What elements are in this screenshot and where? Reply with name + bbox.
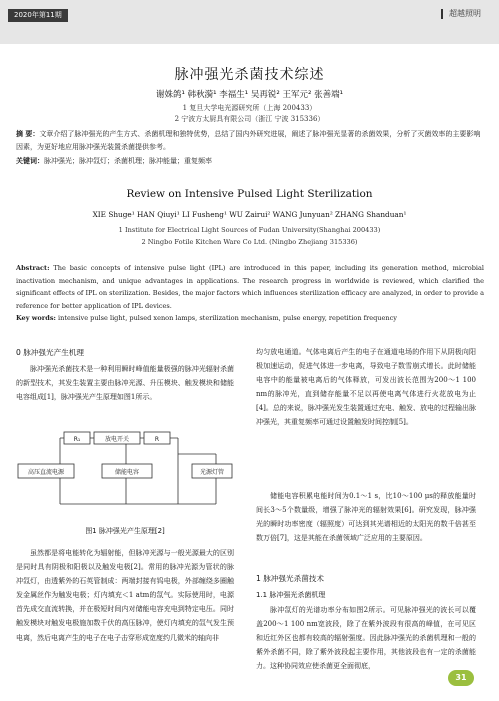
label-lamp: 光源灯管 bbox=[199, 469, 225, 476]
circuit-diagram bbox=[16, 424, 234, 516]
label-hv-supply: 高压直流电源 bbox=[27, 469, 65, 476]
abstract-label-cn: 摘 要： bbox=[16, 130, 40, 138]
affiliation-1-cn: 1 复旦大学电光源研究所（上海 200433） bbox=[182, 104, 317, 112]
keywords-label-en: Key words: bbox=[16, 314, 56, 323]
paragraph-text: 脉冲氙灯的光谱功率分布如图2所示。可见脉冲强光的波长可以覆盖200～1 100 nm宽波段，除了在紫外波段有很高的峰值，在可见区和近红外区也都有较高的辐射强度。因此脉冲强光的杀菌机理和一般的紫外杀菌不同，除了紫外波段起主要作用，其他波段也有一定的杀菌能力。这种协同效应使杀菌更全面彻底， bbox=[256, 606, 476, 671]
affiliation-1-en: 1 Institute for Electrical Light Sources of Fudan University(Shanghai 200433) bbox=[118, 226, 381, 234]
keywords-text-cn: 脉冲强光；脉冲氙灯；杀菌机理；脉冲能量；重复频率 bbox=[44, 157, 212, 165]
paragraph-text: 虽然都是将电能转化为辐射能，但脉冲光源与一般光源最大的区别是同时具有阴极和阳极以及触发电极[2]。常用的脉冲光源为管状的脉冲氙灯，由透紫外的石英管制成：两端封接有钨电极，外部缠绕多圈触发金属丝作为触发电极；灯内填充＜1 atm的氙气。实际使用时，电源首先成交直流转换，并在极短时间内对储能电容充电到特定电压。同时触发模块对触发电极施加数千伏的高压脉冲，使灯内填充的氙气发生预电离，然后电离产生的电子在电子击穿形成宽度约几微米的轴向非 bbox=[16, 549, 234, 642]
abstract-cn bbox=[16, 128, 484, 154]
right-paragraph-3 bbox=[256, 603, 476, 673]
keywords-text-en: intensive pulse light, pulsed xenon lamps, sterilization mechanism, pulse energy, repetition frequency bbox=[58, 314, 397, 323]
article-title-cn: 脉冲强光杀菌技术综述 bbox=[174, 67, 325, 83]
affiliation-2-cn: 2 宁波方太厨具有限公司（浙江 宁波 315336） bbox=[174, 115, 325, 123]
authors-cn: 谢姝鸽¹ 韩秋漪¹ 李福生¹ 吴再锐² 王军元² 张善端¹ bbox=[156, 90, 343, 100]
column-name: 超越照明 bbox=[441, 9, 481, 19]
authors-en: XIE Shuge¹ HAN Qiuyi¹ LI Fusheng¹ WU Zairui² WANG Junyuan² ZHANG Shanduan¹ bbox=[92, 210, 407, 219]
page-number: 31 bbox=[448, 670, 474, 686]
right-paragraph-2 bbox=[256, 489, 476, 545]
paragraph-text: 均匀放电通道。气体电离后产生的电子在通道电场的作用下从阴极向阳极加速运动，促进气体进一步电离，导致电子数雪崩式增长。此时储能电容中的能量被电离后的气体释放，可发出波长范围为200～1 100 nm的脉冲光，直到储存能量不足以再使电离气体进行火花放电为止[4]。总的来说，脉冲强光发生装置通过充电、触发、放电的过程输出脉冲强光，其重复频率可通过设置触发时间控制[5]。 bbox=[256, 348, 476, 427]
issue-label: 2020年第11期 bbox=[8, 9, 68, 22]
left-paragraph-1 bbox=[16, 362, 234, 404]
affiliation-2-en: 2 Ningbo Fotile Kitchen Ware Co Ltd. (Ningbo Zhejiang 315336) bbox=[141, 238, 358, 246]
section-1-1-heading: 1.1 脉冲强光杀菌机理 bbox=[256, 591, 326, 599]
abstract-text-en: The basic concepts of intensive pulse light (IPL) are introduced in this paper, including its generation method, microbial inactivation mechanism, and unique advantages in applications. The research progress in worldwide is reviewed, which clarified the significant effects of IPL on sterilization. Besides, the major factors which influences sterilization efficacy are analyzed, in order to provide a reference for better application of IPL devices. bbox=[16, 264, 484, 310]
section-0-heading: 0 脉冲强光产生机理 bbox=[16, 348, 84, 357]
abstract-en bbox=[16, 262, 484, 325]
article-title-en: Review on Intensive Pulsed Light Sterilization bbox=[126, 188, 373, 200]
figure-1 bbox=[16, 424, 234, 516]
paragraph-text: 储能电容积累电能时间为0.1～1 s，比10～100 μs的释放能量时间长3～5个数量级，增强了脉冲光的辐射效果[6]。研究发现，脉冲强光的瞬时功率密度（辐照度）可达到其光谱相近的太阳光的数千倍甚至数万倍[7]，这是其能在杀菌领域广泛应用的主要原因。 bbox=[256, 492, 476, 543]
abstract-label-en: Abstract: bbox=[16, 264, 50, 272]
keywords-cn bbox=[16, 155, 484, 168]
left-paragraph-2 bbox=[16, 546, 234, 645]
section-1-heading: 1 脉冲强光杀菌技术 bbox=[256, 574, 324, 583]
paragraph-text: 脉冲强光杀菌技术是一种利用瞬时峰值能量极强的脉冲光辐射杀菌的新型技术，其发生装置主要由脉冲光源、升压模块、触发模块和储能电容组成[1]，脉冲强光产生原理如图1所示。 bbox=[16, 365, 234, 402]
header-band bbox=[0, 0, 499, 44]
abstract-text-cn: 文章介绍了脉冲强光的产生方式、杀菌机理和独特优势，总结了国内外研究进展，阐述了脉冲强光显著的杀菌效果，分析了灭菌效率的主要影响因素，为更好地应用脉冲强光装置杀菌提供参考。 bbox=[16, 130, 481, 151]
figure-1-caption: 图1 脉冲强光产生原理[2] bbox=[85, 527, 165, 535]
label-capacitor: 储能电容 bbox=[114, 469, 140, 476]
label-switch: 放电开关 bbox=[104, 436, 130, 443]
label-r1: R₁ bbox=[73, 436, 81, 443]
label-r: R bbox=[154, 436, 160, 443]
right-paragraph-1 bbox=[256, 345, 476, 430]
keywords-label-cn: 关键词： bbox=[16, 157, 44, 165]
